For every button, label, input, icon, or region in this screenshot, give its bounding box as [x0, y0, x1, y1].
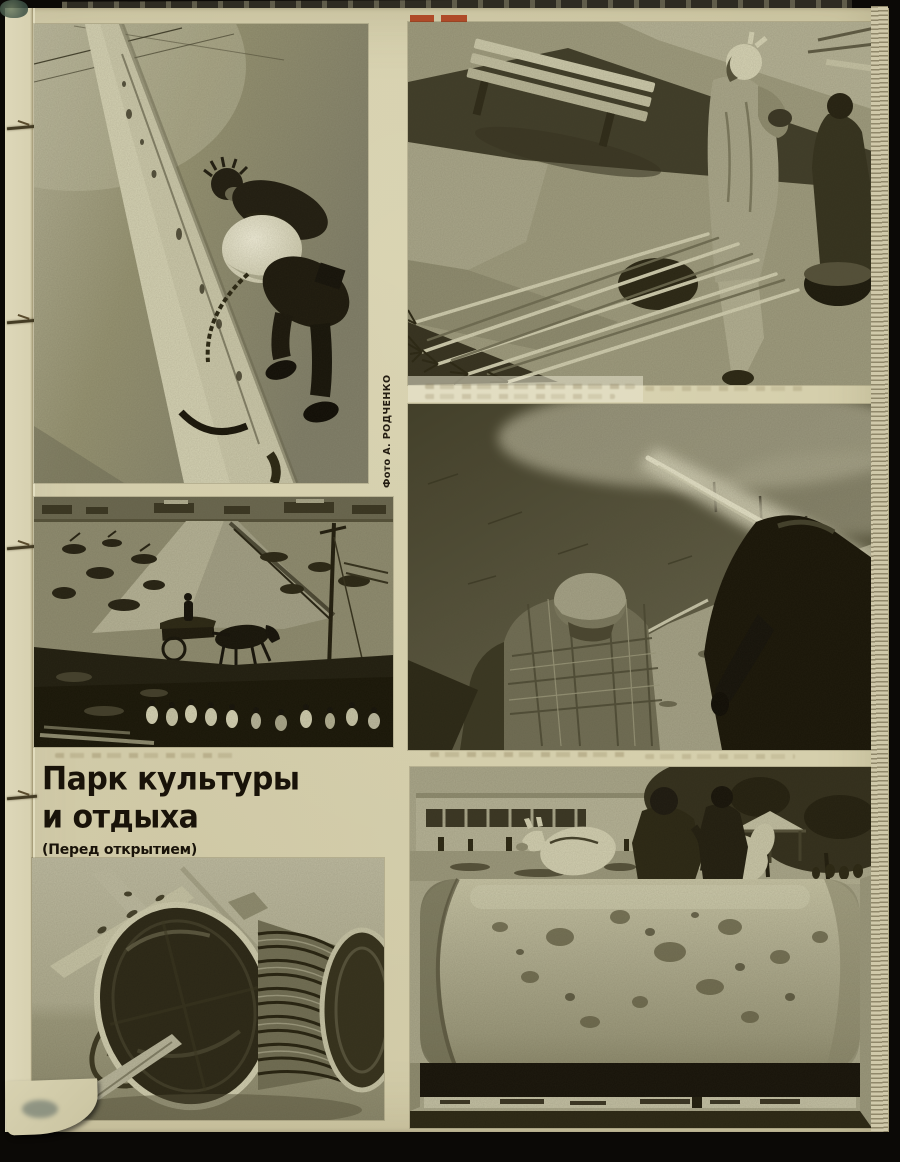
bleed-through-text: [645, 386, 805, 391]
photo-pole-climber: [34, 24, 368, 483]
headline-subtitle: (Перед открытием): [42, 842, 198, 859]
photo-brooms: [408, 22, 875, 385]
headline-line-2: и отдыха: [42, 799, 199, 837]
bleed-through-text: [425, 394, 615, 399]
photo-pole-climber-art: [34, 24, 368, 483]
photo-road-roller: [410, 767, 872, 1128]
photo-hillside-watering-art: [408, 404, 872, 750]
photo-hillside-watering: [408, 404, 872, 750]
bleed-through-text: [430, 752, 630, 757]
photo-brooms-art: [408, 22, 875, 385]
headline-block: [42, 760, 300, 858]
binding-margin: [5, 8, 32, 1132]
red-index-mark: [441, 15, 467, 22]
corner-debris: [0, 0, 28, 18]
photo-construction-field: [34, 497, 393, 747]
headline-line-1: Парк культуры: [42, 761, 300, 799]
photo-construction-field-art: [34, 497, 393, 747]
corner-smudge: [22, 1100, 58, 1118]
bleed-through-text: [425, 384, 635, 389]
photo-road-roller-art: [410, 767, 872, 1128]
bleed-through-text: [55, 753, 235, 758]
book-fore-edge-pages: [871, 6, 888, 1132]
photo-credit: Фото А. РОДЧЕНКО: [382, 374, 393, 488]
bleed-through-text: [645, 754, 795, 759]
magazine-page: [5, 8, 889, 1132]
red-index-mark: [410, 15, 434, 22]
